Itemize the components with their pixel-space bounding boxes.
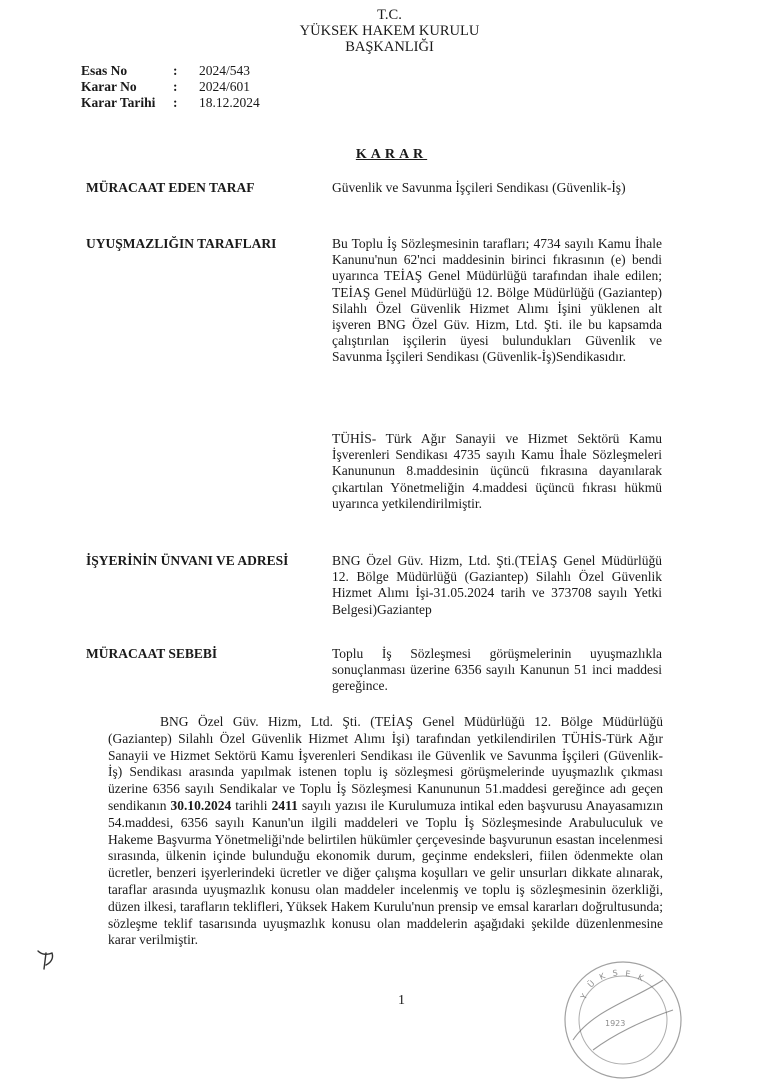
- document-title: KARAR: [355, 147, 428, 162]
- meta-sep: :: [173, 95, 178, 110]
- meta-key: Karar No: [81, 79, 137, 94]
- meta-sep: :: [173, 63, 178, 78]
- text-muracaat-eden: Güvenlik ve Savunma İşçileri Sendikası (Güvenlik-İş): [332, 180, 626, 195]
- text-sebep: Toplu İş Sözleşmesi görüşmelerinin uyuşmazlıkla sonuçlanması üzerine 6356 sayılı Kanunun 51 inci maddesi gereğince.: [332, 646, 662, 694]
- meta-value: 18.12.2024: [199, 95, 260, 110]
- case-meta: [81, 63, 260, 111]
- official-seal-stamp-icon: [533, 940, 683, 1080]
- meta-row-esas: [81, 63, 260, 79]
- svg-text:Ü: Ü: [586, 978, 597, 990]
- svg-text:E: E: [624, 969, 631, 979]
- meta-key: Esas No: [81, 63, 128, 78]
- decision-body-paragraph: [108, 714, 663, 949]
- label-muracaat-eden: MÜRACAAT EDEN TARAF: [86, 180, 255, 195]
- body-text: tarihli: [231, 797, 272, 813]
- meta-sep: :: [173, 79, 178, 94]
- label-sebep: MÜRACAAT SEBEBİ: [86, 646, 218, 661]
- meta-row-tarih: [81, 95, 260, 111]
- text-isyeri: BNG Özel Güv. Hizm, Ltd. Şti.(TEİAŞ Genel Müdürlüğü 12. Bölge Müdürlüğü (Gaziantep) Silahlı Özel Güvenlik Hizmet Alımı İşi-31.05.2024 tarih ve 373708 sayılı Yetki Belgesi)Gaziantep: [332, 553, 662, 617]
- handwritten-mark-icon: [32, 945, 62, 975]
- meta-value: 2024/601: [199, 79, 251, 94]
- header-department: BAŞKANLIĞI: [345, 39, 434, 55]
- body-date: 30.10.2024: [170, 797, 232, 813]
- body-text: sayılı yazısı ile Kurulumuza intikal eden başvurusu Anayasamızın 54.maddesi, 6356 sayılı Kanun'un ilgili maddeleri ve Toplu İş Sözleşmesinde Arabuluculuk ve Hakeme Başvurma Yönetmeliği'nde belirtilen hükümler çerçevesinde başvurunun esastan incelenmesi sırasında, ülkenin içinde bulunduğu ekonomik durum, geçinme endeksleri, fiilen ödenmekte olan ücretler, benzeri işyerlerindeki ücretler ve diğer çalışma koşulları ve gelir unsurları dikkate alınarak, taraflar arasında uyuşmazlık konusu olan maddeler incelenmiş ve toplu iş sözleşmesinin özerkliği, düzen ilkesi, tarafların teklifleri, Yüksek Hakem Kurulu'nun prensip ve emsal kararları doğrultusunda; sözleşme teklif tasarısında uyuşmazlık konusu olan maddelerin aşağıdaki şekilde düzenlenmesine karar verilmiştir.: [108, 797, 663, 948]
- body-text: BNG Özel Güv. Hizm, Ltd. Şti. (TEİAŞ Genel Müdürlüğü 12. Bölge Müdürlüğü (Gaziantep) Silahlı Özel Güvenlik Hizmet Alımı İşi) tarafından yetkilendirilen TÜHİS-Türk Ağır Sanayii ve Hizmet Sektörü Kamu İşverenleri Sendikası ile Güvenlik ve Savunma İşçileri (Güvenlik-İş) Sendikası arasında yapılmak istenen toplu iş sözleşmesi görüşmelerinde uyuşmazlık çıkması üzerine 6356 sayılı Sendikalar ve Toplu İş Sözleşmesi Kanununun 51.maddesi gereğince adı geçen sendikanın: [108, 714, 663, 813]
- svg-text:K: K: [636, 972, 645, 984]
- label-taraflar: UYUŞMAZLIĞIN TARAFLARI: [86, 236, 277, 251]
- text-taraflar-1: Bu Toplu İş Sözleşmesinin tarafları; 4734 sayılı Kamu İhale Kanunu'nun 62'nci maddesinin birinci fıkrasının (e) bendi uyarınca TEİAŞ Genel Müdürlüğü tarafından ihale edilen; TEİAŞ Genel Müdürlüğü 12. Bölge Müdürlüğü (Gaziantep) Silahlı Özel Güvenlik Hizmet Alımı İşini yüklenen alt işveren BNG Özel Güv. Hizm, Ltd. Şti. ile bu kapsamda çalıştırılan işçilerin üyesi bulundukları Güvenlik ve Savunma İşçileri Sendikası (Güvenlik-İş)Sendikasıdır.: [332, 236, 662, 365]
- svg-text:1923: 1923: [605, 1019, 626, 1028]
- label-isyeri: İŞYERİNİN ÜNVANI VE ADRESİ: [86, 553, 289, 568]
- svg-text:Y: Y: [578, 992, 590, 1001]
- meta-row-karar: [81, 79, 260, 95]
- svg-text:S: S: [612, 968, 619, 978]
- text-taraflar-2: TÜHİS- Türk Ağır Sanayii ve Hizmet Sektörü Kamu İşverenleri Sendikası 4735 sayılı Kamu İhale Sözleşmeleri Kanununun 8.maddesinin üçüncü fıkrasına dayanılarak çıkartılan Yönetmeliğin 4.maddesi üçüncü fıkrası hükmü uyarınca yetkilendirilmiştir.: [332, 431, 662, 511]
- header-institution: YÜKSEK HAKEM KURULU: [299, 23, 480, 39]
- header-tc: T.C.: [377, 7, 402, 23]
- svg-text:K: K: [598, 971, 607, 982]
- body-number: 2411: [271, 797, 298, 813]
- meta-value: 2024/543: [199, 63, 251, 78]
- page-number: 1: [398, 993, 405, 1008]
- meta-key: Karar Tarihi: [81, 95, 156, 110]
